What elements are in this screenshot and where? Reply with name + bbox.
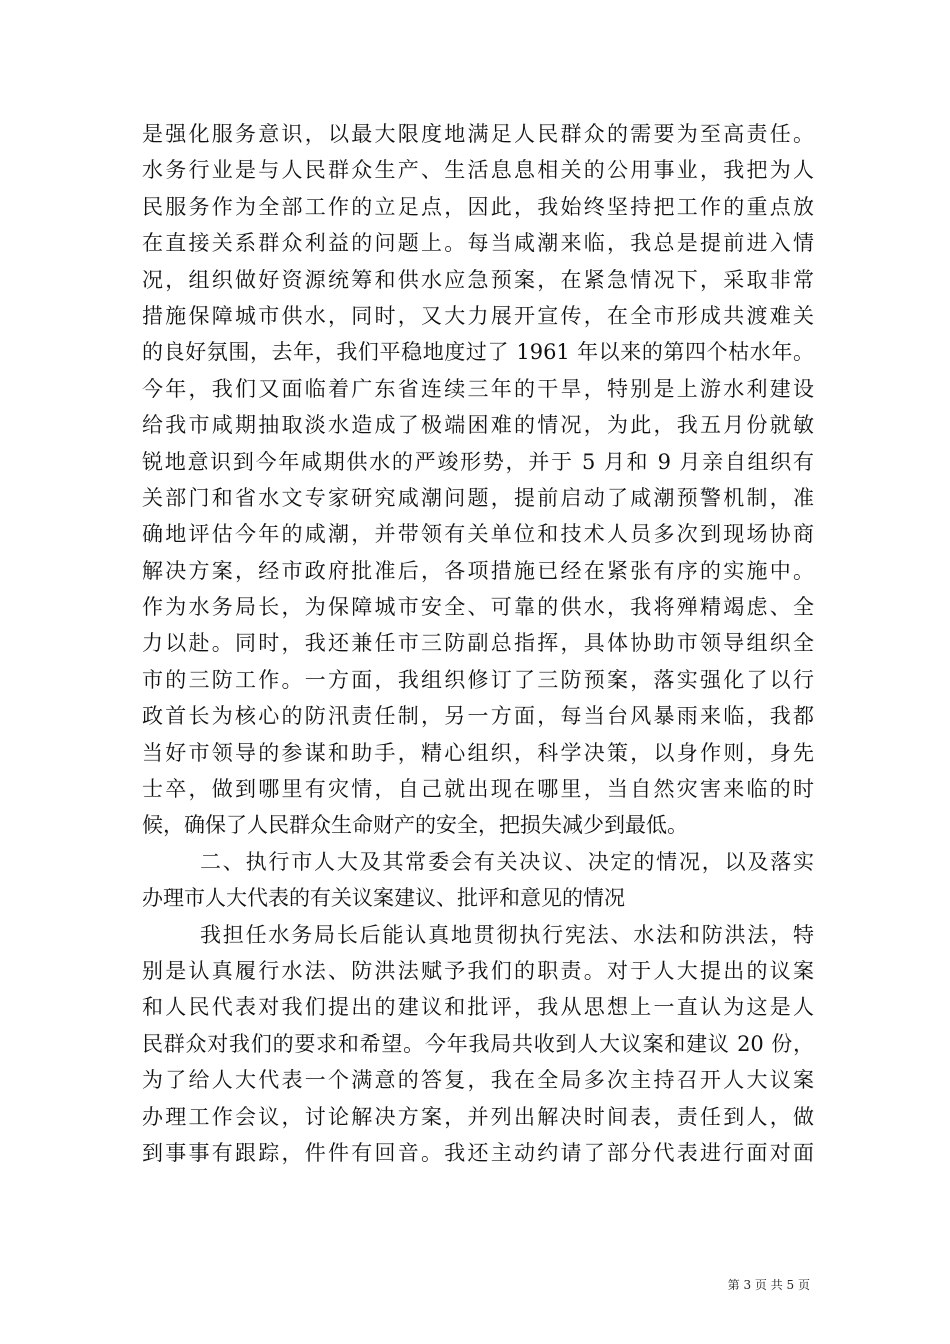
document-body [142,116,814,1171]
text-line: 关部门和省水文专家研究咸潮问题，提前启动了咸潮预警机制，准 [142,485,814,510]
text-line: 解决方案，经市政府批准后，各项措施已经在紧张有序的实施中。 [142,558,814,583]
text-line: 是强化服务意识，以最大限度地满足人民群众的需要为至高责任。 [142,122,814,146]
text-line: 政首长为核心的防汛责任制，另一方面，每当台风暴雨来临，我都 [142,704,814,729]
text-line: 民群众对我们的要求和希望。今年我局共收到人大议案和建议 20 份， [142,1031,814,1056]
text-line: 到事事有跟踪，件件有回音。我还主动约请了部分代表进行面对面 [142,1140,814,1165]
text-line: 民服务作为全部工作的立足点，因此，我始终坚持把工作的重点放 [142,194,814,219]
text-line: 候，确保了人民群众生命财产的安全，把损失减少到最低。 [142,813,688,838]
text-line: 市的三防工作。一方面，我组织修订了三防预案，落实强化了以行 [142,667,814,692]
text-line: 作为水务局长，为保障城市安全、可靠的供水，我将殚精竭虑、全 [142,595,814,620]
text-line: 措施保障城市供水，同时，又大力展开宣传，在全市形成共渡难关 [142,303,814,328]
text-line: 别是认真履行水法、防洪法赋予我们的职责。对于人大提出的议案 [142,958,814,983]
text-line: 我担任水务局长后能认真地贯彻执行宪法、水法和防洪法，特 [200,922,814,947]
page-number-footer: 第 3 页 共 5 页 [727,1278,810,1292]
text-line: 和人民代表对我们提出的建议和批评，我从思想上一直认为这是人 [142,995,814,1020]
text-line: 为了给人大代表一个满意的答复，我在全局多次主持召开人大议案 [142,1068,814,1093]
text-line: 士卒，做到哪里有灾情，自己就出现在哪里，当自然灾害来临的时 [142,777,814,802]
text-line: 二、执行市人大及其常委会有关决议、决定的情况，以及落实 [200,849,814,874]
text-line: 确地评估今年的咸潮，并带领有关单位和技术人员多次到现场协商 [142,522,814,547]
text-line: 力以赴。同时，我还兼任市三防副总指挥，具体协助市领导组织全 [142,631,814,656]
text-line: 当好市领导的参谋和助手，精心组织，科学决策，以身作则，身先 [142,740,814,765]
text-line: 况，组织做好资源统筹和供水应急预案，在紧急情况下，采取非常 [142,267,814,292]
text-line: 在直接关系群众利益的问题上。每当咸潮来临，我总是提前进入情 [142,231,814,256]
text-line: 今年，我们又面临着广东省连续三年的干旱，特别是上游水利建设 [142,376,814,401]
text-line: 办理工作会议，讨论解决方案，并列出解决时间表，责任到人，做 [142,1104,814,1129]
text-line: 给我市咸期抽取淡水造成了极端困难的情况，为此，我五月份就敏 [142,413,814,438]
text-line: 水务行业是与人民群众生产、生活息息相关的公用事业，我把为人 [142,158,814,183]
text-line: 锐地意识到今年咸期供水的严竣形势，并于 5 月和 9 月亲自组织有 [142,449,814,474]
text-line: 办理市人大代表的有关议案建议、批评和意见的情况 [142,886,625,911]
text-line: 的良好氛围，去年，我们平稳地度过了 1961 年以来的第四个枯水年。 [142,340,814,365]
